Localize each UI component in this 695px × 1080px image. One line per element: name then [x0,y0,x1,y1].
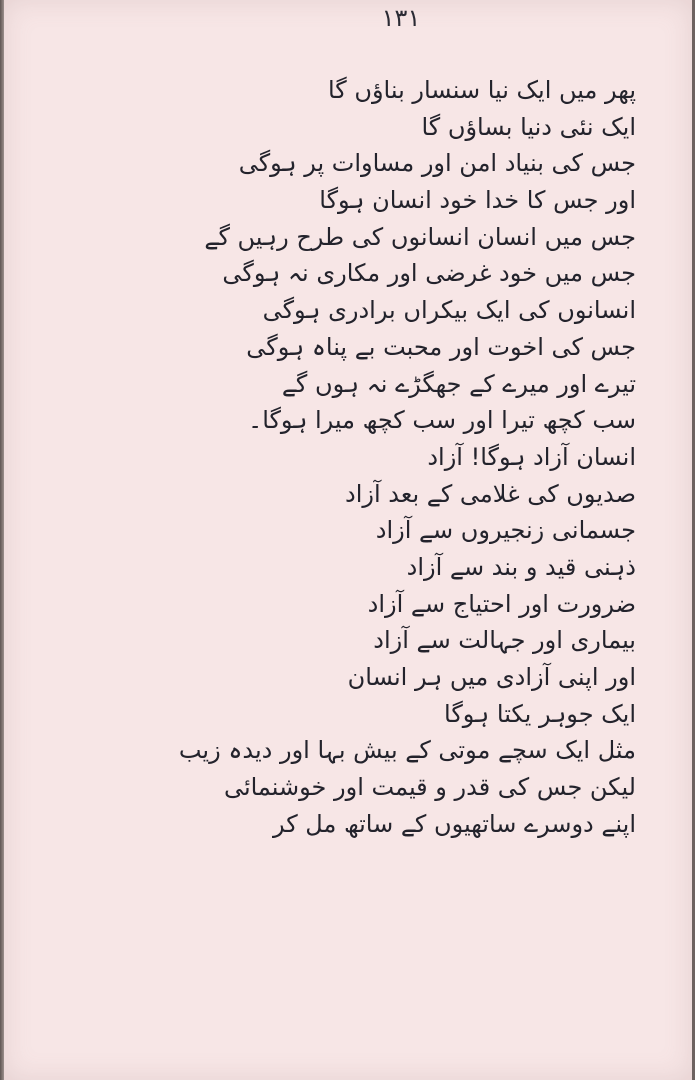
poem-line: جسمانی زنجیروں سے آزاد [375,516,636,545]
poem-line: اور جس کا خدا خود انسان ہوگا [319,186,636,215]
poem-line: لیکن جس کی قدر و قیمت اور خوشنمائی [223,773,636,802]
poem-line: انسانوں کی ایک بیکراں برادری ہوگی [262,296,636,325]
poem-line: مثل ایک سچے موتی کے بیش بہا اور دیدہ زیب [178,736,636,765]
book-page [4,0,692,1080]
page-number: ۱۳۱ [381,4,421,32]
poem-line: ایک جوہر یکتا ہوگا [444,699,636,728]
poem-line: تیرے اور میرے کے جھگڑے نہ ہوں گے [281,369,636,398]
poem-line: ایک نئی دنیا بساؤں گا [421,112,636,141]
poem-line: اور اپنی آزادی میں ہر انسان [347,663,636,691]
poem-line: جس میں انسان انسانوں کی طرح رہیں گے [204,222,636,251]
poem-line: جس کی اخوت اور محبت بے پناہ ہوگی [246,332,636,361]
poem-line: سب کچھ تیرا اور سب کچھ میرا ہوگا۔ [248,406,636,435]
poem-line: اپنے دوسرے ساتھیوں کے ساتھ مل کر [273,809,636,838]
poem-line: ذہنی قید و بند سے آزاد [406,552,636,581]
poem-line: بیماری اور جہالت سے آزاد [373,626,636,655]
poem-line: پھر میں ایک نیا سنسار بناؤں گا [327,76,636,104]
poem-line: انسان آزاد ہوگا! آزاد [427,442,636,471]
poem-line: صدیوں کی غلامی کے بعد آزاد [345,479,636,508]
poem-line: جس میں خود غرضی اور مکاری نہ ہوگی [222,259,636,288]
poem-line: ضرورت اور احتیاج سے آزاد [367,589,636,618]
poem-line: جس کی بنیاد امن اور مساوات پر ہوگی [238,149,636,178]
poem-text [178,72,636,842]
